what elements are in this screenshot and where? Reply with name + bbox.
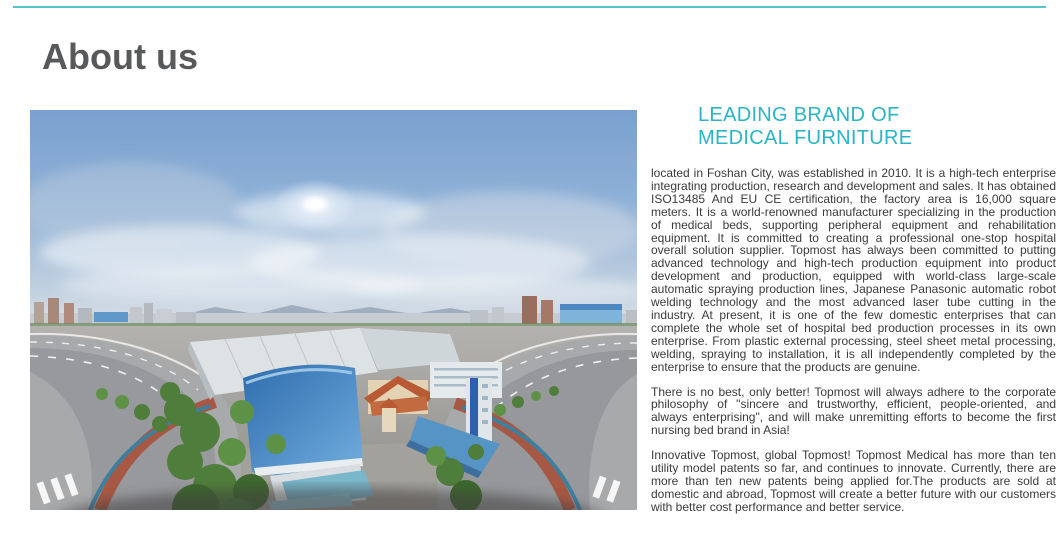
top-accent-line — [13, 6, 1046, 8]
section-heading-line1: LEADING BRAND OF — [698, 104, 900, 126]
about-paragraph-3: Innovative Topmost, global Topmost! Topmost Medical has more than ten utility model patents so far, and continues to innovate. Currently, there are more than ten new patents being applied for.The products are sold at domestic and abroad, Topmost will create a better future with our customers with better cost performance and better service. — [651, 448, 1056, 514]
factory-panorama-photo — [30, 110, 637, 510]
about-paragraph-1: located in Foshan City, was established in 2010. It is a high-tech enterprise integrating production, research and development and sales. It has obtained ISO13485 And EU CE certification, the factory area is 16,000 square meters. It is a world-renowned manufacturer specializing in the production of medical beds, supporting peripheral equipment and rehabilitation equipment. It is committed to creating a professional one-stop hospital overall solution supplier. Topmost has always been committed to putting advanced technology and high-tech production equipment into product development and production, equipped with world-class large-scale automatic spraying production lines, Japanese Panasonic automatic robot welding technology and the most advanced laser tube cutting in the industry. At present, it is one of the few domestic enterprises that can complete the whole set of hospital bed production processes in its own enterprise. From plastic external processing, steel sheet metal processing, welding, spraying to installation, it is all independently completed by the enterprise to ensure that the products are genuine. — [651, 166, 1056, 374]
about-text-column — [651, 104, 1056, 514]
about-paragraph-2: There is no best, only better! Topmost will always adhere to the corporate philosophy of "sincere and trustworthy, efficient, people-oriented, and always enterprising", and will make unremitting efforts to become the first nursing bed brand in Asia! — [651, 384, 1056, 438]
page-title: About us — [42, 36, 198, 77]
section-heading-line2: MEDICAL FURNITURE — [698, 127, 913, 149]
section-heading — [698, 104, 1056, 150]
factory-panorama-image — [30, 110, 637, 510]
